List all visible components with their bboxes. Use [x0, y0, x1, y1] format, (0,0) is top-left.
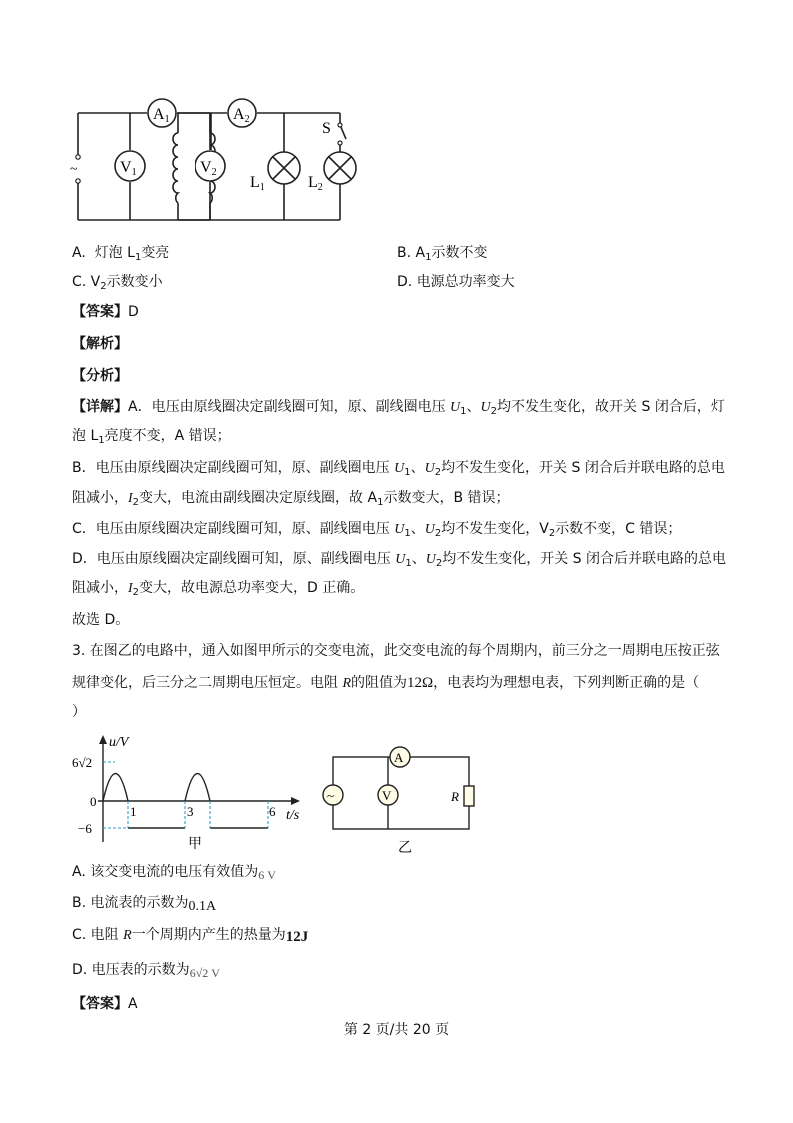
q2-jiexi-heading: 【解析】: [72, 336, 128, 352]
q3-option-c: C. 电阻 R一个周期内产生的热量为12J: [72, 927, 309, 945]
q2-answer: 【答案】D: [72, 304, 139, 320]
q2-conclusion: 故选 D。: [72, 612, 130, 628]
svg-text:L1: L1: [250, 174, 265, 193]
ytick-zero: 0: [90, 794, 97, 809]
svg-text:L2: L2: [308, 174, 323, 193]
svg-text:t/s: t/s: [286, 808, 300, 823]
xtick-6: 6: [269, 804, 276, 819]
svg-text:R: R: [451, 789, 459, 804]
q2-option-b: B. $A_1$示数不变: [397, 245, 488, 263]
svg-text:甲: 甲: [188, 837, 202, 852]
svg-text:V: V: [382, 788, 392, 803]
svg-text:S: S: [322, 120, 331, 137]
q3-answer: 【答案】A: [72, 996, 138, 1012]
voltmeter-circle: [378, 785, 398, 805]
q3-option-a: A. 该交变电流的电压有效值为6 V: [72, 864, 276, 882]
svg-text:~: ~: [70, 162, 78, 177]
svg-text:V1: V1: [120, 159, 137, 178]
q2-detail-c-line1: C．电压由原线圈决定副线圈可知，原、副线圈电压 $U_1$、$U_2$均不发生变化，$V_2$示数不变，C 错误；: [72, 521, 682, 539]
svg-text:A2: A2: [233, 106, 250, 125]
page-footer: 第 2 页/共 20 页: [343, 1022, 450, 1038]
ammeter-circle: [390, 747, 410, 767]
q3-option-d: D. 电压表的示数为6√2 V: [72, 962, 220, 980]
voltage-time-graph: [68, 732, 318, 852]
ac-source-circle: [323, 785, 343, 805]
resistor-r: [450, 786, 474, 806]
svg-text:V2: V2: [200, 159, 217, 178]
q2-fenxi-heading: 【分析】: [72, 368, 128, 384]
q2-detail-a-line2: 泡 $L_1$亮度不变，A 错误；: [72, 428, 231, 446]
q2-option-a: A. 灯泡 $L_1$变亮: [72, 245, 170, 263]
q2-detail-b-line2: 阻减小，$I_2$变大，电流由副线圈决定原线圈，故 $A_1$示数变大，B 错误；: [72, 490, 510, 508]
xtick-3: 3: [187, 804, 194, 819]
q2-detail-d-line1: D．电压由原线圈决定副线圈可知，原、副线圈电压 $U_1$、$U_2$均不发生变化，开关 S 闭合后并联电路的总电: [72, 551, 727, 569]
svg-text:乙: 乙: [398, 841, 412, 856]
q3-option-b: B. 电流表的示数为0.1A: [72, 895, 217, 914]
q2-detail-b-line1: B．电压由原线圈决定副线圈可知，原、副线圈电压 $U_1$、$U_2$均不发生变化，开关 S 闭合后并联电路的总电: [72, 460, 725, 478]
q2-option-d: D. 电源总功率变大: [397, 274, 515, 290]
q3-stem-line2: 规律变化，后三分之二周期电压恒定。电阻 R的阻值为12Ω，电表均为理想电表，下列判断正确的是（: [72, 675, 700, 691]
ytick-neg: −6: [78, 821, 92, 836]
q3-stem-line1: 3. 在图乙的电路中，通入如图甲所示的交变电流，此交变电流的每个周期内，前三分之一周期电压按正弦: [72, 643, 720, 659]
ytick-top: 6√2: [72, 755, 93, 770]
svg-text:~: ~: [327, 788, 335, 803]
xtick-1: 1: [130, 804, 137, 819]
voltmeter-v2-diagram: [195, 113, 235, 223]
svg-text:u/V: u/V: [109, 735, 129, 750]
svg-text:A1: A1: [153, 106, 170, 125]
svg-text:A: A: [394, 750, 404, 765]
circuit-yi-diagram: [320, 740, 490, 860]
q2-option-c: C. $V_2$示数变小: [72, 274, 163, 292]
q3-stem-line3: ）: [72, 704, 86, 720]
q2-detail-d-line2: 阻减小，$I_2$变大，故电源总功率变大，D 正确。: [72, 580, 365, 598]
q2-detail-a-line1: 【详解】A．电压由原线圈决定副线圈可知，原、副线圈电压 $U_1$、$U_2$均不发生变化，故开关 S 闭合后，灯: [72, 399, 725, 417]
